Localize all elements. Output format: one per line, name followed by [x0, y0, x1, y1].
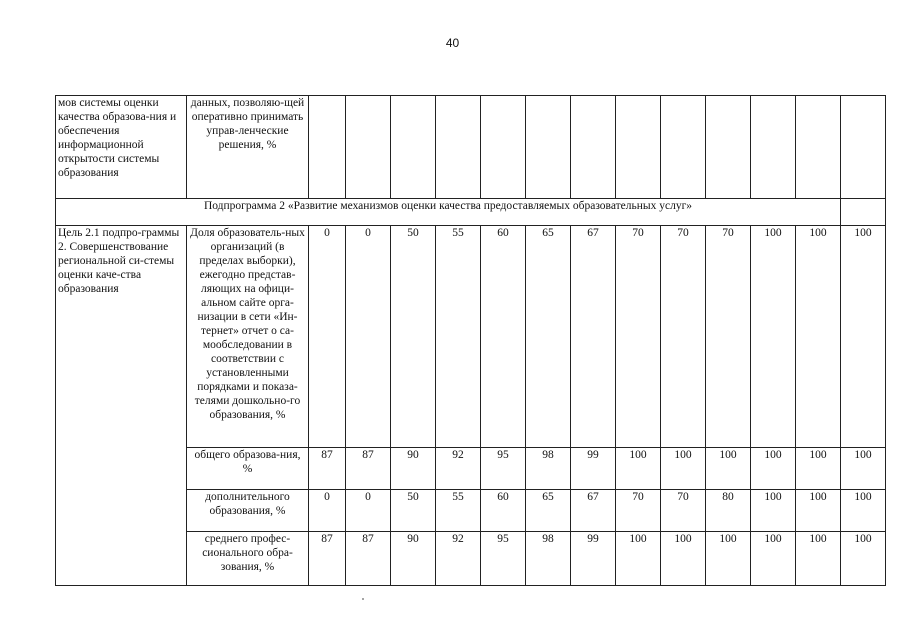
- empty-value-cell: [309, 96, 346, 199]
- value-cell: 100: [706, 532, 751, 586]
- empty-value-cell: [751, 96, 796, 199]
- value-cell: 98: [526, 448, 571, 490]
- subprogram-row: [56, 199, 886, 226]
- goal-cell-continued: мов системы оценки качества образова-ния и обеспечения информационной открытости системы образования: [56, 96, 187, 199]
- continuation-row: [56, 96, 886, 199]
- value-cell: 87: [309, 532, 346, 586]
- value-cell: 50: [391, 490, 436, 532]
- value-cell: 90: [391, 532, 436, 586]
- empty-value-cell: [481, 96, 526, 199]
- value-cell: 100: [706, 448, 751, 490]
- indicator-cell: среднего профес-сионального обра-зования, %: [187, 532, 309, 586]
- indicator-cell: Доля образователь-ных организаций (в пределах выборки), ежегодно представ-ляющих на офици-альном сайте орга-низации в сети «Ин-тернет» отчет о са-мообследовании в соответствии с установленными порядками и показа-телями дошкольно-го образования, %: [187, 226, 309, 448]
- indicator-cell: дополнительного образования, %: [187, 490, 309, 532]
- value-cell: 100: [796, 532, 841, 586]
- value-cell: 70: [616, 226, 661, 448]
- value-cell: 70: [706, 226, 751, 448]
- value-cell: 100: [751, 448, 796, 490]
- empty-value-cell: [436, 96, 481, 199]
- empty-value-cell: [346, 96, 391, 199]
- value-cell: 100: [751, 532, 796, 586]
- value-cell: 65: [526, 226, 571, 448]
- value-cell: 0: [309, 490, 346, 532]
- value-cell: 70: [661, 490, 706, 532]
- empty-value-cell: [661, 96, 706, 199]
- value-cell: 100: [796, 226, 841, 448]
- empty-value-cell: [706, 96, 751, 199]
- empty-value-cell: [616, 96, 661, 199]
- empty-value-cell: [841, 96, 886, 199]
- value-cell: 55: [436, 226, 481, 448]
- value-cell: 67: [571, 490, 616, 532]
- value-cell: 100: [796, 490, 841, 532]
- value-cell: 100: [841, 226, 886, 448]
- table-row: [56, 226, 886, 448]
- empty-value-cell: [526, 96, 571, 199]
- value-cell: 100: [751, 226, 796, 448]
- value-cell: 92: [436, 448, 481, 490]
- page-number: 40: [445, 36, 460, 50]
- value-cell: 87: [346, 448, 391, 490]
- subprogram-title: Подпрограмма 2 «Развитие механизмов оценки качества предоставляемых образовательных услуг»: [56, 199, 841, 226]
- empty-value-cell: [841, 199, 886, 226]
- value-cell: 70: [616, 490, 661, 532]
- value-cell: 100: [661, 532, 706, 586]
- value-cell: 100: [796, 448, 841, 490]
- value-cell: 65: [526, 490, 571, 532]
- value-cell: 100: [841, 448, 886, 490]
- value-cell: 95: [481, 448, 526, 490]
- value-cell: 95: [481, 532, 526, 586]
- empty-value-cell: [571, 96, 616, 199]
- value-cell: 100: [841, 532, 886, 586]
- value-cell: 0: [346, 226, 391, 448]
- indicator-cell-continued: данных, позволяю-щей оперативно принимать управ-ленческие решения, %: [187, 96, 309, 199]
- value-cell: 0: [309, 226, 346, 448]
- indicators-table: [55, 95, 886, 586]
- value-cell: 99: [571, 532, 616, 586]
- value-cell: 70: [661, 226, 706, 448]
- value-cell: 87: [309, 448, 346, 490]
- value-cell: 100: [616, 532, 661, 586]
- value-cell: 100: [841, 490, 886, 532]
- value-cell: 60: [481, 226, 526, 448]
- indicator-cell: общего образова-ния, %: [187, 448, 309, 490]
- value-cell: 99: [571, 448, 616, 490]
- goal-2-1-cell: Цель 2.1 подпро-граммы 2. Совершенствование региональной си-стемы оценки каче-ства образования: [56, 226, 187, 586]
- empty-value-cell: [391, 96, 436, 199]
- value-cell: 98: [526, 532, 571, 586]
- value-cell: 0: [346, 490, 391, 532]
- value-cell: 67: [571, 226, 616, 448]
- value-cell: 92: [436, 532, 481, 586]
- value-cell: 100: [616, 448, 661, 490]
- value-cell: 100: [661, 448, 706, 490]
- value-cell: 80: [706, 490, 751, 532]
- value-cell: 60: [481, 490, 526, 532]
- value-cell: 50: [391, 226, 436, 448]
- value-cell: 55: [436, 490, 481, 532]
- value-cell: 90: [391, 448, 436, 490]
- scan-speck: [362, 598, 364, 600]
- value-cell: 87: [346, 532, 391, 586]
- empty-value-cell: [796, 96, 841, 199]
- value-cell: 100: [751, 490, 796, 532]
